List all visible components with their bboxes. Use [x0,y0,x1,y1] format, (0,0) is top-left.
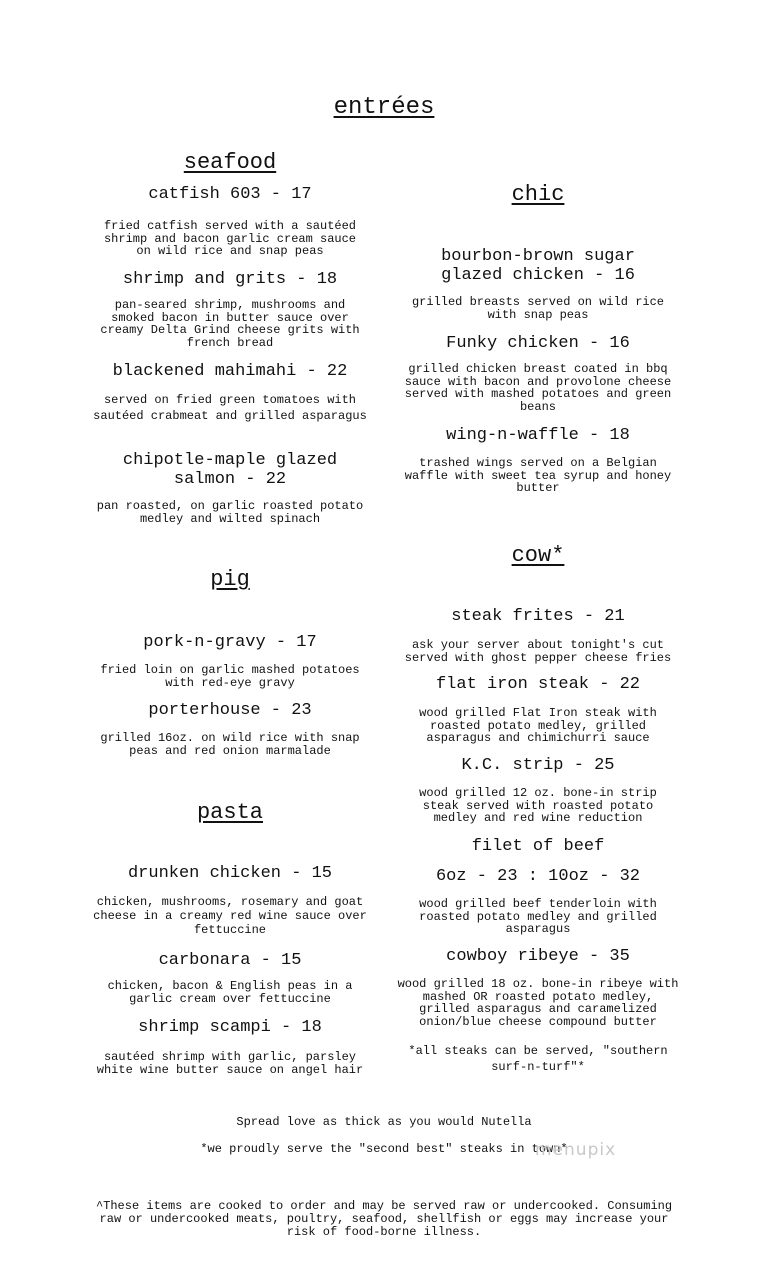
menu-item-desc: sautéed shrimp with garlic, parsley white wine butter sauce on angel hair [96,1050,364,1077]
menu-item-name: K.C. strip - 25 [461,756,615,775]
menu-item-desc: wood grilled beef tenderloin with roasted potato medley and grilled asparagus [419,897,657,936]
menu-item-desc: wood grilled 18 oz. bone-in ribeye with mashed OR roasted potato medley, grilled asparagus and caramelized onion/blue cheese compound butter [397,977,679,1029]
menu-item-desc: pan roasted, on garlic roasted potato medley and wilted spinach [96,499,364,526]
section-heading-chic: chic [511,182,565,207]
menu-item-desc: grilled chicken breast coated in bbq sauce with bacon and provolone cheese served with mashed potatoes and green beans [404,362,672,414]
menu-item-name: chipotle-maple glazed salmon - 22 [122,451,338,489]
menu-item-name: wing-n-waffle - 18 [446,426,630,445]
menu-item-desc: chicken, mushrooms, rosemary and goat cheese in a creamy red wine sauce over fettuccine [93,895,367,937]
menu-item-desc: grilled breasts served on wild rice with snap peas [411,295,665,322]
menu-item-name: flat iron steak - 22 [435,675,641,694]
menu-item-name: carbonara - 15 [158,951,302,970]
food-safety-disclaimer: ^These items are cooked to order and may be served raw or undercooked. Consuming raw or undercooked meats, poultry, seafood, shellfish or eggs may increase your risk of food-borne illness. [95,1199,673,1239]
menu-item-desc: trashed wings served on a Belgian waffle with sweet tea syrup and honey butter [404,456,672,495]
menu-item-price-options: 6oz - 23 : 10oz - 32 [435,867,641,886]
menu-item-name: shrimp and grits - 18 [122,270,338,289]
menu-item-name: steak frites - 21 [451,607,625,626]
section-heading-pasta: pasta [196,800,263,825]
menu-item-name: blackened mahimahi - 22 [112,362,348,381]
menu-item-name: cowboy ribeye - 35 [446,947,630,966]
menu-item-name: Funky chicken - 16 [446,334,630,353]
footer-steak-claim: *we proudly serve the "second best" steaks in town* [200,1142,568,1156]
section-heading-cow: cow* [511,543,565,568]
section-heading-pig: pig [210,567,250,592]
menu-item-desc: wood grilled Flat Iron steak with roasted potato medley, grilled asparagus and chimichurri sauce [419,706,657,745]
menu-item-name: drunken chicken - 15 [127,864,333,883]
menu-item-desc: served on fried green tomatoes with sautéed crabmeat and grilled asparagus [93,393,367,423]
menu-item-desc: wood grilled 12 oz. bone-in strip steak served with roasted potato medley and red wine reduction [419,786,657,825]
menu-item-name: catfish 603 - 17 [148,185,312,204]
menu-item-name: porterhouse - 23 [148,701,312,720]
menu-item-desc: grilled 16oz. on wild rice with snap peas and red onion marmalade [100,731,360,758]
menu-item-desc: chicken, bacon & English peas in a garlic cream over fettuccine [107,979,353,1006]
menu-item-desc: fried loin on garlic mashed potatoes with red-eye gravy [100,663,360,690]
menu-item-name: filet of beef [471,837,605,856]
menu-item-desc: pan-seared shrimp, mushrooms and smoked bacon in butter sauce over creamy Delta Grind cheese grits with french bread [100,298,360,350]
steak-note: *all steaks can be served, "southern surf-n-turf"* [408,1044,668,1074]
footer-tagline: Spread love as thick as you would Nutella [236,1115,532,1129]
menu-item-name: pork-n-gravy - 17 [143,633,317,652]
menu-item-name: bourbon-brown sugar glazed chicken - 16 [441,247,635,285]
menu-item-desc: ask your server about tonight's cut served with ghost pepper cheese fries [404,638,672,665]
section-heading-seafood: seafood [183,150,277,175]
watermark-logo: menupix [535,1140,617,1160]
page-title: entrées [333,94,435,121]
menu-item-desc: fried catfish served with a sautéed shrimp and bacon garlic cream sauce on wild rice and snap peas [103,219,357,258]
menu-item-name: shrimp scampi - 18 [138,1018,322,1037]
